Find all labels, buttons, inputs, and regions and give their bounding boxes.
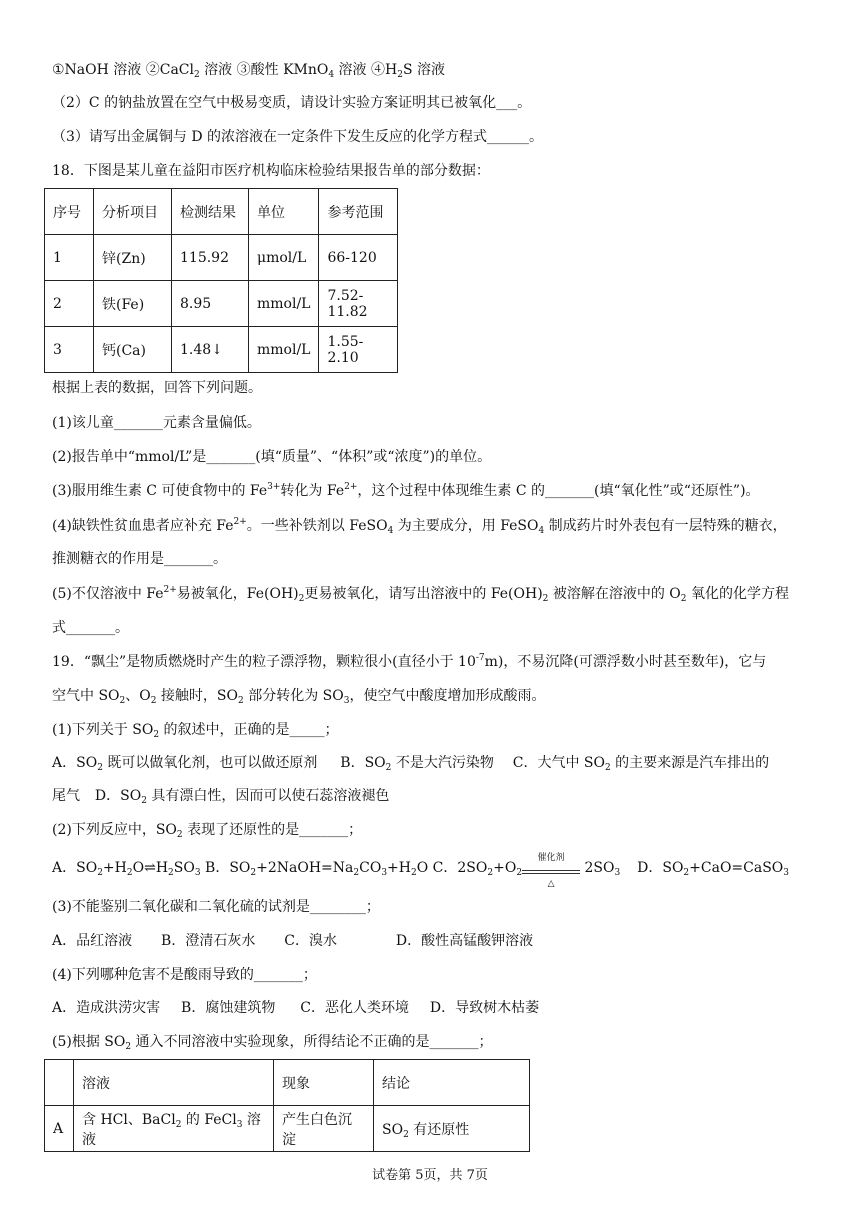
q18-part4-line2: 推测糖衣的作用是_______。 bbox=[52, 551, 227, 567]
subscript: 2 bbox=[150, 696, 157, 706]
text: 。一些补铁剂以 FeSO bbox=[246, 518, 388, 534]
q18-part1: (1)该儿童_______元素含量偏低。 bbox=[52, 415, 261, 431]
option-a: A．品红溶液 bbox=[52, 933, 133, 949]
header-cell: 参考范围 bbox=[319, 189, 398, 235]
q19-part1-options bbox=[52, 753, 769, 773]
text: (2)下列反应中，SO bbox=[52, 822, 177, 838]
subscript: 2 bbox=[397, 70, 403, 80]
option-b: B．腐蚀建筑物 bbox=[181, 1000, 276, 1016]
superscript: -7 bbox=[475, 653, 485, 663]
text: (1)下列关于 SO bbox=[52, 722, 154, 738]
cell: 钙(Ca) bbox=[94, 327, 172, 373]
cell: 8.95 bbox=[172, 281, 249, 327]
q19-part2 bbox=[52, 820, 362, 840]
q18-intro: 18．下图是某儿童在益阳市医疗机构临床检验结果报告单的部分数据： bbox=[52, 163, 490, 179]
text: 更易被氧化，请写出溶液中的 Fe(OH) bbox=[304, 586, 543, 602]
option-b: B．$SO_2+2NaOH=Na_2CO_3+H_2O$ bbox=[205, 860, 429, 878]
cell: $SO_2$ 有还原性 bbox=[374, 1106, 530, 1152]
lab-result-table bbox=[44, 188, 398, 373]
q18-part3 bbox=[52, 481, 760, 501]
q18-lead: 根据上表的数据，回答下列问题。 bbox=[52, 380, 262, 396]
cell: mmol/L bbox=[249, 327, 319, 373]
option-c: C．溴水 bbox=[284, 933, 337, 949]
header-cell: 分析项目 bbox=[94, 189, 172, 235]
option-d: D．$SO_2+CaO=CaSO_3$ bbox=[637, 860, 790, 878]
text: 转化为 Fe bbox=[280, 483, 345, 499]
q19-part4-options bbox=[52, 998, 539, 1018]
q19-part1-options-line2 bbox=[52, 786, 389, 806]
text: (5)不仅溶液中 Fe bbox=[52, 586, 164, 602]
cell: mmol/L bbox=[249, 281, 319, 327]
q17-part3: （3）请写出金属铜与 D 的浓溶液在一定条件下发生反应的化学方程式______。 bbox=[52, 129, 544, 145]
subscript: 2 bbox=[193, 70, 200, 80]
option-a: A．造成洪涝灾害 bbox=[52, 1000, 161, 1016]
text: S 溶液 bbox=[402, 62, 445, 78]
option-d: D．$SO_2$ 具有漂白性，因而可以使石蕊溶液褪色 bbox=[94, 788, 390, 806]
header-cell: 溶液 bbox=[74, 1060, 274, 1106]
q19-part1 bbox=[52, 720, 339, 740]
q19-part3-options bbox=[52, 931, 533, 951]
q19-part3: (3)不能鉴别二氧化碳和二氧化硫的试剂是________； bbox=[52, 899, 380, 915]
text: (4)缺铁性贫血患者应补充 Fe bbox=[52, 518, 234, 534]
catalyst-arrow: 催化剂 △ bbox=[522, 862, 580, 874]
option-c: C．恶化人类环境 bbox=[300, 1000, 409, 1016]
subscript: 2 bbox=[680, 594, 687, 604]
cell: 锌(Zn) bbox=[94, 235, 172, 281]
q18-part5 bbox=[52, 584, 789, 604]
text: 的叙述中，正确的是_____； bbox=[159, 722, 339, 738]
text: 尾气 bbox=[52, 788, 80, 804]
option-b: B．澄清石灰水 bbox=[161, 933, 256, 949]
text: (3)服用维生素 C 可使食物中的 Fe bbox=[52, 483, 268, 499]
table-row bbox=[45, 327, 398, 373]
subscript: 2 bbox=[176, 830, 183, 840]
text: m)，不易沉降(可漂浮数小时甚至数年)，它与 bbox=[484, 654, 767, 670]
cell: 7.52-11.82 bbox=[319, 281, 398, 327]
text: 被溶解在溶液中的 O bbox=[548, 586, 681, 602]
header-cell: 现象 bbox=[274, 1060, 374, 1106]
text: 表现了还原性的是_______； bbox=[182, 822, 363, 838]
cell: 1 bbox=[45, 235, 94, 281]
cell: 66-120 bbox=[319, 235, 398, 281]
q17-part2: （2）C 的钠盐放置在空气中极易变质，请设计实验方案证明其已被氧化___。 bbox=[52, 95, 532, 111]
table-row bbox=[45, 281, 398, 327]
text: 制成药片时外表包有一层特殊的糖衣， bbox=[544, 518, 787, 534]
page-footer: 试卷第 5页，共 7页 bbox=[372, 1168, 488, 1183]
subscript: 2 bbox=[542, 594, 549, 604]
option-c: C．大气中 $SO_2$ 的主要来源是汽车排出的 bbox=[512, 755, 770, 773]
header-cell: 结论 bbox=[374, 1060, 530, 1106]
header-cell: 单位 bbox=[249, 189, 319, 235]
q18-part2: (2)报告单中“mmol/L”是_______(填“质量”、“体积”或“浓度”)的单位。 bbox=[52, 449, 492, 465]
cell: 3 bbox=[45, 327, 94, 373]
cell: 1.55-2.10 bbox=[319, 327, 398, 373]
header-cell: 检测结果 bbox=[172, 189, 249, 235]
text: 部分转化为 SO bbox=[243, 688, 344, 704]
option-d: D．酸性高锰酸钾溶液 bbox=[395, 933, 534, 949]
subscript: 2 bbox=[238, 696, 244, 706]
option-d: D．导致树木枯萎 bbox=[429, 1000, 540, 1016]
superscript: 2+ bbox=[344, 482, 358, 492]
text: 19．“飘尘”是物质燃烧时产生的粒子漂浮物，颗粒很小(直径小于 10 bbox=[52, 654, 476, 670]
subscript: 3 bbox=[343, 696, 350, 706]
text: 为主要成分，用 FeSO bbox=[393, 518, 539, 534]
so2-experiment-table bbox=[44, 1059, 530, 1152]
table-row bbox=[45, 235, 398, 281]
q19-intro bbox=[52, 652, 766, 672]
text: 易被氧化，Fe(OH) bbox=[176, 586, 299, 602]
text: 溶液 ③酸性 KMnO bbox=[199, 62, 329, 78]
q18-part4 bbox=[52, 516, 787, 536]
cell: 115.92 bbox=[172, 235, 249, 281]
table-header-row bbox=[45, 189, 398, 235]
q19-part4: (4)下列哪种危害不是酸雨导致的_______； bbox=[52, 967, 317, 983]
cell: 1.48↓ bbox=[172, 327, 249, 373]
subscript: 4 bbox=[538, 526, 545, 536]
text: 氧化的化学方程 bbox=[686, 586, 789, 602]
superscript: 3+ bbox=[267, 482, 281, 492]
text: ①NaOH 溶液 ②CaCl bbox=[52, 62, 194, 78]
text: 溶液 ④H bbox=[334, 62, 398, 78]
option-a: A．$SO_2+H_2O\rightleftharpoons H_2SO_3$ bbox=[52, 860, 201, 878]
text: (5)根据 SO bbox=[52, 1034, 126, 1050]
superscript: 2+ bbox=[233, 517, 247, 527]
table-row bbox=[45, 1106, 530, 1152]
cell: μmol/L bbox=[249, 235, 319, 281]
text: 空气中 SO bbox=[52, 688, 120, 704]
subscript: 4 bbox=[328, 70, 335, 80]
text: ，使空气中酸度增加形成酸雨。 bbox=[349, 688, 546, 704]
option-a: A．$SO_2$ 既可以做氧化剂，也可以做还原剂 bbox=[52, 755, 318, 773]
subscript: 4 bbox=[387, 526, 394, 536]
text: ，这个过程中体现维生素 C 的_______(填“氧化性”或“还原性”)。 bbox=[357, 483, 760, 499]
header-cell: 序号 bbox=[45, 189, 94, 235]
q19-part2-options bbox=[52, 853, 790, 889]
superscript: 2+ bbox=[163, 585, 177, 595]
header-cell bbox=[45, 1060, 74, 1106]
text: 、O bbox=[125, 688, 151, 704]
subscript: 2 bbox=[298, 594, 305, 604]
option-b: B．$SO_2$ 不是大汽污染物 bbox=[340, 755, 494, 773]
option-c: C．$2SO_2+O_2$ 催化剂 △ $2SO_3$ bbox=[432, 853, 621, 889]
subscript: 2 bbox=[119, 696, 126, 706]
q19-intro-line2 bbox=[52, 686, 545, 706]
cell: 含 HCl、BaCl$_2$ 的 FeCl$_3$ 溶液 bbox=[74, 1106, 274, 1152]
cell: 铁(Fe) bbox=[94, 281, 172, 327]
table-header-row bbox=[45, 1060, 530, 1106]
cell: 产生白色沉淀 bbox=[274, 1106, 374, 1152]
text: 接触时，SO bbox=[156, 688, 239, 704]
subscript: 2 bbox=[125, 1042, 132, 1052]
cell: A bbox=[45, 1106, 74, 1152]
q19-part5 bbox=[52, 1032, 493, 1052]
text: 通入不同溶液中实验现象，所得结论不正确的是_______； bbox=[131, 1034, 493, 1050]
q17-options-line bbox=[52, 60, 445, 80]
cell: 2 bbox=[45, 281, 94, 327]
q18-part5-line2: 式_______。 bbox=[52, 620, 129, 636]
subscript: 2 bbox=[153, 730, 160, 740]
